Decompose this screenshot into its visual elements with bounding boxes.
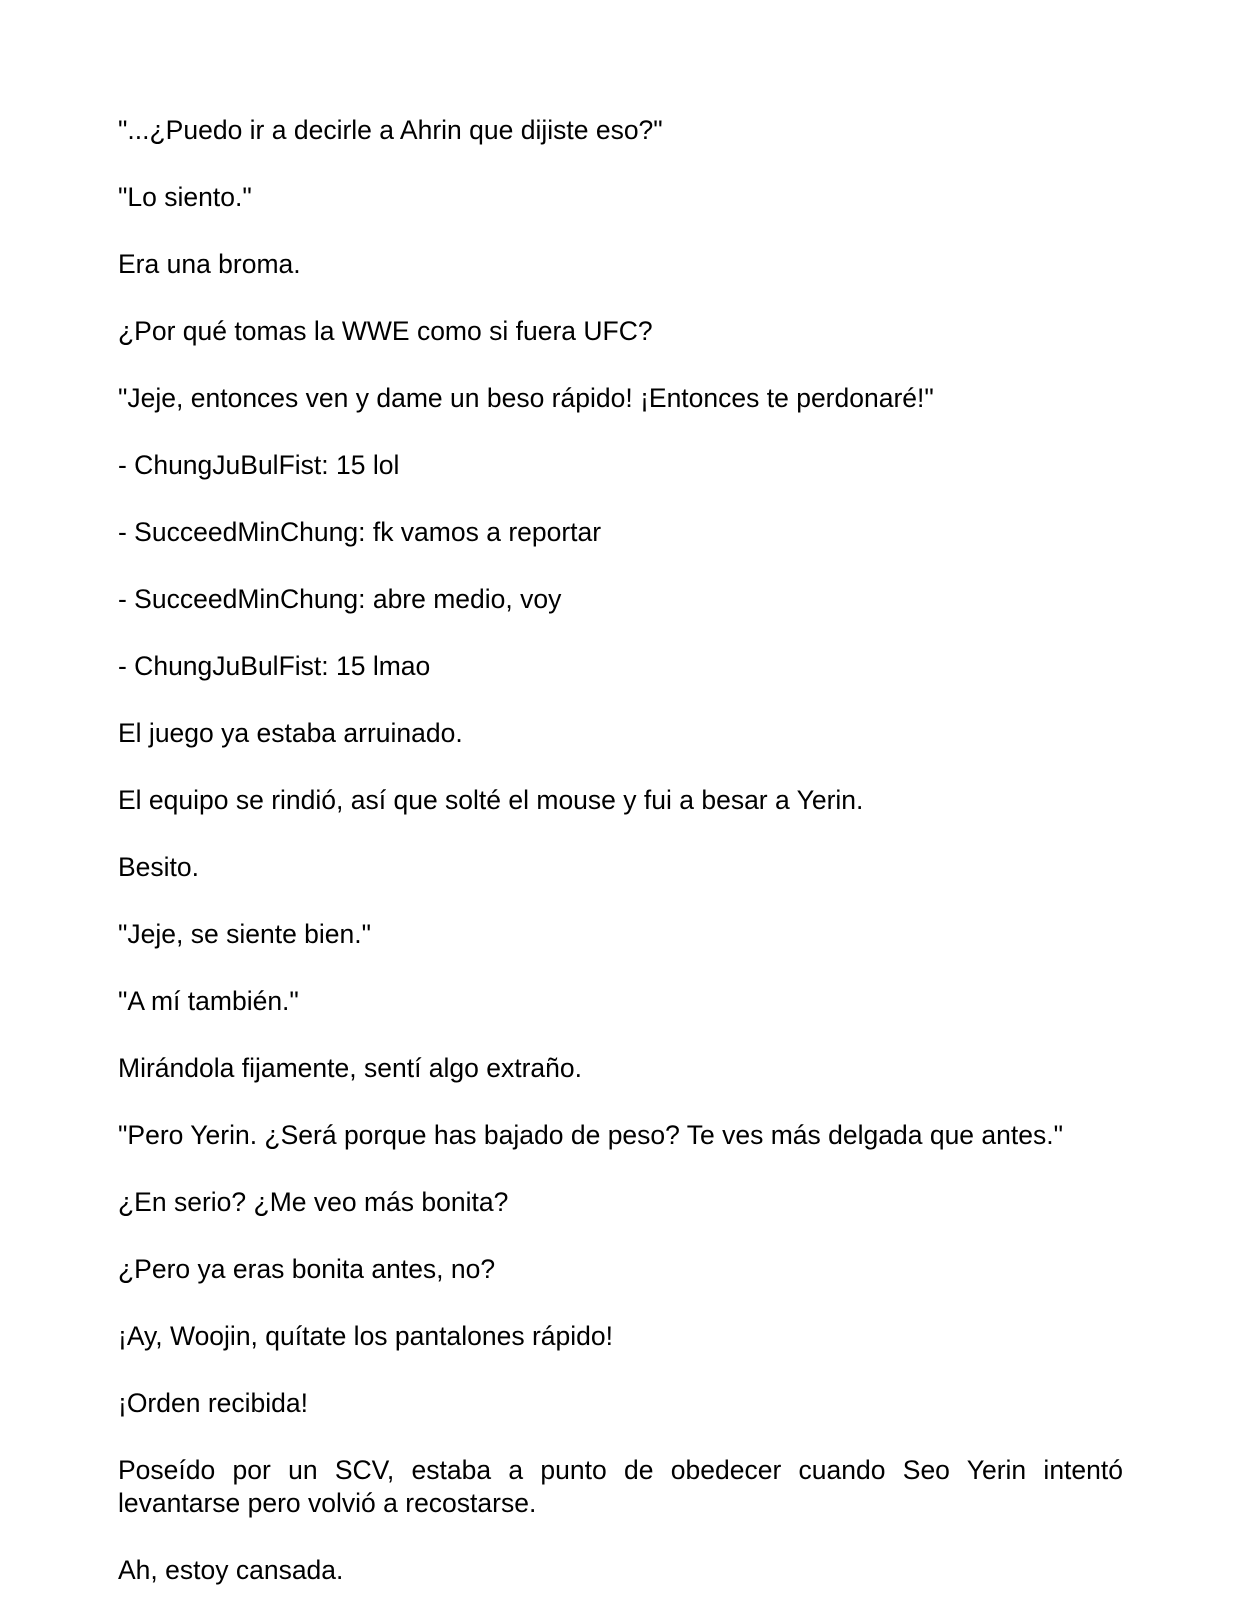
paragraph: "...¿Puedo ir a decirle a Ahrin que dijiste eso?" bbox=[118, 115, 663, 145]
paragraph: ¿Pero ya eras bonita antes, no? bbox=[118, 1254, 496, 1284]
paragraph: Ah, estoy cansada. bbox=[118, 1555, 344, 1585]
paragraph: Mirándola fijamente, sentí algo extraño. bbox=[118, 1053, 583, 1083]
paragraph: Era una broma. bbox=[118, 249, 301, 279]
chat-line: - ChungJuBulFist: 15 lmao bbox=[118, 651, 431, 681]
chat-line: - ChungJuBulFist: 15 lol bbox=[118, 450, 400, 480]
paragraph: Besito. bbox=[118, 852, 200, 882]
document-body bbox=[118, 114, 1123, 1620]
chat-line: - SucceedMinChung: abre medio, voy bbox=[118, 584, 562, 614]
paragraph: "Jeje, se siente bien." bbox=[118, 919, 372, 949]
paragraph: ¿Por qué tomas la WWE como si fuera UFC? bbox=[118, 316, 653, 346]
paragraph: ¡Orden recibida! bbox=[118, 1388, 309, 1418]
paragraph: El juego ya estaba arruinado. bbox=[118, 718, 463, 748]
paragraph: El equipo se rindió, así que solté el mouse y fui a besar a Yerin. bbox=[118, 785, 864, 815]
paragraph: "Jeje, entonces ven y dame un beso rápido! ¡Entonces te perdonaré!" bbox=[118, 383, 934, 413]
paragraph: "A mí también." bbox=[118, 986, 299, 1016]
paragraph: Poseído por un SCV, estaba a punto de obedecer cuando Seo Yerin intentó levantarse pero volvió a recostarse. bbox=[118, 1455, 1123, 1518]
paragraph: ¿En serio? ¿Me veo más bonita? bbox=[118, 1187, 509, 1217]
paragraph: ¡Ay, Woojin, quítate los pantalones rápido! bbox=[118, 1321, 613, 1351]
paragraph: "Lo siento." bbox=[118, 182, 252, 212]
chat-line: - SucceedMinChung: fk vamos a reportar bbox=[118, 517, 602, 547]
paragraph: "Pero Yerin. ¿Será porque has bajado de peso? Te ves más delgada que antes." bbox=[118, 1120, 1064, 1150]
